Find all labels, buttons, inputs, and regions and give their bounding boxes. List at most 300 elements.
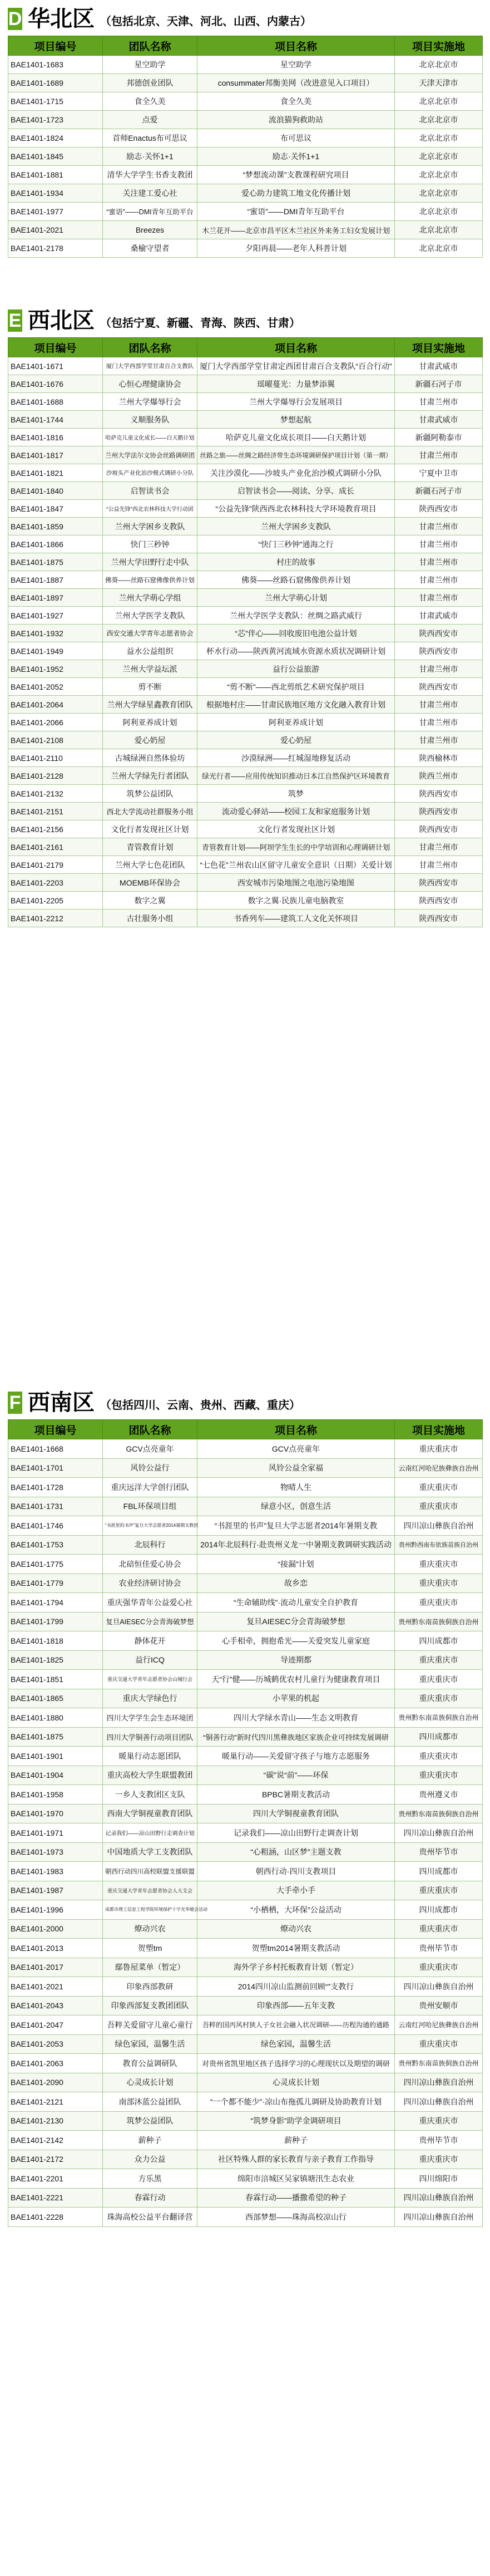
project-place-cell: 甘肃武威市 xyxy=(395,411,483,429)
table-row xyxy=(8,1612,483,1631)
project-code-cell: BAE1401-2151 xyxy=(8,803,103,820)
table-row xyxy=(8,148,483,166)
project-code-cell: BAE1401-1728 xyxy=(8,1478,103,1497)
table-row xyxy=(8,482,483,500)
project-code-cell: BAE1401-1775 xyxy=(8,1555,103,1574)
project-place-cell: 新疆石河子市 xyxy=(395,482,483,500)
table-row xyxy=(8,535,483,553)
region-subtitle: （包括宁夏、新疆、青海、陕西、甘肃） xyxy=(100,317,300,330)
header-place: 项目实施地 xyxy=(395,1420,483,1439)
project-code-cell: BAE1401-1996 xyxy=(8,1900,103,1920)
project-place-cell: 重庆重庆市 xyxy=(395,1555,483,1574)
project-place-cell: 四川成都市 xyxy=(395,1727,483,1747)
project-code-cell: BAE1401-1671 xyxy=(8,357,103,375)
team-name-cell: 兰州大学绿星鑫教育团队 xyxy=(103,696,197,714)
region-north-china xyxy=(8,8,482,258)
project-code-cell: BAE1401-1821 xyxy=(8,464,103,482)
project-place-cell: 贵州黔东南苗族侗族自治州 xyxy=(395,1612,483,1631)
project-place-cell: 甘肃武威市 xyxy=(395,607,483,625)
table-row xyxy=(8,803,483,820)
project-place-cell: 甘肃兰州市 xyxy=(395,731,483,749)
project-name-cell: 布可思议 xyxy=(197,129,395,148)
project-name-cell: 兰州大学困乡支教队 xyxy=(197,518,395,535)
project-place-cell: 甘肃兰州市 xyxy=(395,518,483,535)
project-name-cell: 春霖行动——播撒希望的种子 xyxy=(197,2188,395,2208)
table-row xyxy=(8,500,483,518)
project-code-cell: BAE1401-1845 xyxy=(8,148,103,166)
project-code-cell: BAE1401-1701 xyxy=(8,1458,103,1478)
project-code-cell: BAE1401-1825 xyxy=(8,1650,103,1670)
table-row xyxy=(8,129,483,148)
project-code-cell: BAE1401-1875 xyxy=(8,1727,103,1747)
project-name-cell: 夕阳再晨——老年人科普计划 xyxy=(197,239,395,258)
team-name-cell: 珠海高校公益平台翻译营 xyxy=(103,2208,197,2227)
header-code: 项目编号 xyxy=(8,36,103,56)
project-place-cell: 贵州毕节市 xyxy=(395,1842,483,1862)
project-place-cell: 贵州黔西南布依族苗族自治州 xyxy=(395,1535,483,1555)
project-name-cell: 兰州大学医学支教队：丝绸之路武威行 xyxy=(197,607,395,625)
table-row xyxy=(8,856,483,874)
project-place-cell: 四川凉山彝族自治州 xyxy=(395,2188,483,2208)
project-place-cell: 北京北京市 xyxy=(395,203,483,221)
project-table xyxy=(8,1419,483,2227)
project-name-cell: “一个都不能少”·凉山布拖孤儿调研及协助教育计划 xyxy=(197,2092,395,2112)
project-name-cell: 瑶曜蔓光：力量梦添翼 xyxy=(197,375,395,393)
table-row xyxy=(8,571,483,589)
project-code-cell: BAE1401-2017 xyxy=(8,1958,103,1977)
region-title xyxy=(8,1392,482,1414)
project-code-cell: BAE1401-2128 xyxy=(8,767,103,785)
project-name-cell: 2014年北辰科行·赴贵州义龙一中暑期支教调研实践活动 xyxy=(197,1535,395,1555)
project-name-cell: 兰州大学萌心计划 xyxy=(197,589,395,607)
team-name-cell: 数字之翼 xyxy=(103,892,197,910)
team-name-cell: 朝西行动四川高校联盟支援联盟 xyxy=(103,1862,197,1881)
project-place-cell: 甘肃兰州市 xyxy=(395,393,483,411)
project-code-cell: BAE1401-1668 xyxy=(8,1439,103,1459)
table-row xyxy=(8,518,483,535)
table-row xyxy=(8,1881,483,1900)
project-place-cell: 重庆重庆市 xyxy=(395,1478,483,1497)
table-row xyxy=(8,1977,483,1997)
team-name-cell: 重庆交通大学青年志愿者协会山城行会 xyxy=(103,1670,197,1689)
table-row xyxy=(8,714,483,731)
project-place-cell: 贵州黔东南苗族侗族自治州 xyxy=(395,1804,483,1823)
project-code-cell: BAE1401-1927 xyxy=(8,607,103,625)
table-row xyxy=(8,642,483,660)
table-row xyxy=(8,678,483,696)
team-name-cell: 沙坡头产业化治沙模式调研小分队 xyxy=(103,464,197,482)
table-header-row xyxy=(8,338,483,357)
project-code-cell: BAE1401-1865 xyxy=(8,1689,103,1708)
header-project: 项目名称 xyxy=(197,36,395,56)
team-name-cell: 兰州大学医学支教队 xyxy=(103,607,197,625)
project-place-cell: 陕西西安市 xyxy=(395,892,483,910)
team-name-cell: 一乡人支教团区支队 xyxy=(103,1785,197,1805)
table-row xyxy=(8,1919,483,1939)
project-code-cell: BAE1401-1683 xyxy=(8,56,103,74)
project-place-cell: 四川成都市 xyxy=(395,1862,483,1881)
project-name-cell: 书香列车——建筑工人文化关怀项目 xyxy=(197,910,395,927)
team-name-cell: 义顺服务队 xyxy=(103,411,197,429)
project-code-cell: BAE1401-1818 xyxy=(8,1631,103,1651)
team-name-cell: 方乐黑 xyxy=(103,2169,197,2189)
team-name-cell: 兰州大学爆辱行会 xyxy=(103,393,197,411)
project-code-cell: BAE1401-1847 xyxy=(8,500,103,518)
project-name-cell: 流动爱心驿站——校园工友和家庭服务计划 xyxy=(197,803,395,820)
table-row xyxy=(8,1842,483,1862)
project-name-cell: “小栖栖，大环保”公益活动 xyxy=(197,1900,395,1920)
team-name-cell: 首师Enactus布可思议 xyxy=(103,129,197,148)
table-row xyxy=(8,1747,483,1766)
project-place-cell: 四川成都市 xyxy=(395,1900,483,1920)
project-place-cell: 重庆重庆市 xyxy=(395,1670,483,1689)
table-row xyxy=(8,239,483,258)
team-name-cell: 心灵成长计划 xyxy=(103,2073,197,2092)
project-name-cell: 记录我们——凉山田野行走调查计划 xyxy=(197,1823,395,1843)
project-code-cell: BAE1401-1904 xyxy=(8,1766,103,1785)
project-place-cell: 四川凉山彝族自治州 xyxy=(395,2073,483,2092)
table-row xyxy=(8,2111,483,2131)
table-row xyxy=(8,1593,483,1613)
team-name-cell: 兰州大学法尔文协会丝路调研团 xyxy=(103,446,197,464)
project-code-cell: BAE1401-1794 xyxy=(8,1593,103,1613)
table-row xyxy=(8,184,483,203)
project-code-cell: BAE1401-2142 xyxy=(8,2131,103,2150)
project-name-cell: 小苹果的机起 xyxy=(197,1689,395,1708)
region-subtitle: （包括四川、云南、贵州、西藏、重庆） xyxy=(100,1399,300,1412)
region-subtitle: （包括北京、天津、河北、山西、内蒙古） xyxy=(100,16,311,28)
project-code-cell: BAE1401-2053 xyxy=(8,2034,103,2054)
project-code-cell: BAE1401-2013 xyxy=(8,1939,103,1958)
table-row xyxy=(8,446,483,464)
project-place-cell: 北京北京市 xyxy=(395,239,483,258)
team-name-cell: 春霖行动 xyxy=(103,2188,197,2208)
project-name-cell: 天“行”健——历城鹤优农村儿童行为健康教育项目 xyxy=(197,1670,395,1689)
table-header-row xyxy=(8,36,483,56)
team-name-cell: 筑梦公益团队 xyxy=(103,2111,197,2131)
table-row xyxy=(8,607,483,625)
team-name-cell: 四川大学铜善行动项目团队 xyxy=(103,1727,197,1747)
project-name-cell: 风铃公益全家福 xyxy=(197,1458,395,1478)
team-name-cell: 兰州大学萌心学组 xyxy=(103,589,197,607)
project-code-cell: BAE1401-1859 xyxy=(8,518,103,535)
table-row xyxy=(8,1727,483,1747)
project-name-cell: 木兰花开——北京市昌平区木兰社区外来务工妇女发展计划 xyxy=(197,221,395,239)
project-name-cell: 梦想起航 xyxy=(197,411,395,429)
table-row xyxy=(8,1900,483,1920)
team-name-cell: FBL环保项目组 xyxy=(103,1497,197,1516)
team-name-cell: 农业经济研讨协会 xyxy=(103,1574,197,1593)
project-place-cell: 甘肃兰州市 xyxy=(395,535,483,553)
team-name-cell: 西北大学流动社群服务小组 xyxy=(103,803,197,820)
table-row xyxy=(8,731,483,749)
team-name-cell: 桑榆守望者 xyxy=(103,239,197,258)
team-name-cell: 启智读书会 xyxy=(103,482,197,500)
project-code-cell: BAE1401-2203 xyxy=(8,874,103,892)
project-code-cell: BAE1401-1731 xyxy=(8,1497,103,1516)
project-code-cell: BAE1401-1897 xyxy=(8,589,103,607)
project-code-cell: BAE1401-1952 xyxy=(8,660,103,678)
team-name-cell: 教育公益调研队 xyxy=(103,2054,197,2073)
team-name-cell: 众力公益 xyxy=(103,2150,197,2169)
project-name-cell: consummater邦衡美网（改进意见入口项目） xyxy=(197,74,395,92)
team-name-cell: 佛葵——丝路石窟佛像供养计划 xyxy=(103,571,197,589)
team-name-cell: 西南大学铜视童教育团队 xyxy=(103,1804,197,1823)
project-place-cell: 重庆重庆市 xyxy=(395,1881,483,1900)
project-place-cell: 北京北京市 xyxy=(395,129,483,148)
team-name-cell: 古壮服务小组 xyxy=(103,910,197,927)
project-name-cell: 暖巢行动——关爱留守孩子与地方志愿服务 xyxy=(197,1747,395,1766)
team-name-cell: 绿色家园，温馨生活 xyxy=(103,2034,197,2054)
project-code-cell: BAE1401-1723 xyxy=(8,111,103,129)
table-row xyxy=(8,464,483,482)
project-place-cell: 甘肃兰州市 xyxy=(395,446,483,464)
team-name-cell: 励志·关怀1+1 xyxy=(103,148,197,166)
project-code-cell: BAE1401-2064 xyxy=(8,696,103,714)
team-name-cell: 兰州大学益坛派 xyxy=(103,660,197,678)
project-place-cell: 陕西西安市 xyxy=(395,910,483,927)
team-name-cell: 青管教育计划 xyxy=(103,838,197,856)
project-code-cell: BAE1401-1851 xyxy=(8,1670,103,1689)
project-name-cell: 励志·关怀1+1 xyxy=(197,148,395,166)
project-code-cell: BAE1401-2121 xyxy=(8,2092,103,2112)
project-name-cell: “碳”说“前”——环保 xyxy=(197,1766,395,1785)
project-place-cell: 宁夏中卫市 xyxy=(395,464,483,482)
project-name-cell: 关注沙漠化——沙坡头产业化治沙模式调研小分队 xyxy=(197,464,395,482)
project-place-cell: 甘肃兰州市 xyxy=(395,660,483,678)
header-place: 项目实施地 xyxy=(395,36,483,56)
team-name-cell: 重庆远洋大学创行团队 xyxy=(103,1478,197,1497)
project-code-cell: BAE1401-1746 xyxy=(8,1516,103,1536)
project-code-cell: BAE1401-1971 xyxy=(8,1823,103,1843)
project-name-cell: 心灵成长计划 xyxy=(197,2073,395,2092)
region-name: 西南区 xyxy=(28,1390,95,1415)
project-name-cell: “铜善行动”新时代四川黑彝族地区家族企业可持续发展调研 xyxy=(197,1727,395,1747)
project-place-cell: 重庆重庆市 xyxy=(395,1689,483,1708)
project-code-cell: BAE1401-2063 xyxy=(8,2054,103,2073)
project-place-cell: 甘肃兰州市 xyxy=(395,714,483,731)
project-code-cell: BAE1401-2052 xyxy=(8,678,103,696)
project-code-cell: BAE1401-2047 xyxy=(8,2015,103,2035)
project-name-cell: “梦想流动课”支教课程研究项目 xyxy=(197,166,395,184)
table-row xyxy=(8,56,483,74)
table-row xyxy=(8,2169,483,2189)
project-name-cell: 绿光行者——应用传统知识推动日本江自然保护区环境教育 xyxy=(197,767,395,785)
project-name-cell: 大手牵小手 xyxy=(197,1881,395,1900)
team-name-cell: 中国地质大学工支教团队 xyxy=(103,1842,197,1862)
project-name-cell: 沙漠绿洲——红城湿地修复活动 xyxy=(197,749,395,767)
table-row xyxy=(8,2131,483,2150)
project-place-cell: 四川凉山彝族自治州 xyxy=(395,1823,483,1843)
table-row xyxy=(8,820,483,838)
project-code-cell: BAE1401-1688 xyxy=(8,393,103,411)
table-row xyxy=(8,1670,483,1689)
team-name-cell: 阿利亚养成计划 xyxy=(103,714,197,731)
project-place-cell: 甘肃兰州市 xyxy=(395,589,483,607)
project-code-cell: BAE1401-2066 xyxy=(8,714,103,731)
project-code-cell: BAE1401-1973 xyxy=(8,1842,103,1862)
table-row xyxy=(8,2208,483,2227)
project-place-cell: 北京北京市 xyxy=(395,56,483,74)
project-place-cell: 四川凉山彝族自治州 xyxy=(395,2208,483,2227)
table-row xyxy=(8,838,483,856)
project-code-cell: BAE1401-1887 xyxy=(8,571,103,589)
table-row xyxy=(8,221,483,239)
project-code-cell: BAE1401-2205 xyxy=(8,892,103,910)
table-row xyxy=(8,2188,483,2208)
project-place-cell: 重庆重庆市 xyxy=(395,2034,483,2054)
project-name-cell: “七色花”兰州农山区留守儿童安全意识（日期）关爱计划 xyxy=(197,856,395,874)
project-place-cell: 甘肃兰州市 xyxy=(395,696,483,714)
table-row xyxy=(8,74,483,92)
project-name-cell: 西安城市污染地图之电池污染地图 xyxy=(197,874,395,892)
project-place-cell: 陕西西安市 xyxy=(395,803,483,820)
project-code-cell: BAE1401-1753 xyxy=(8,1535,103,1555)
table-row xyxy=(8,357,483,375)
header-code: 项目编号 xyxy=(8,338,103,357)
team-name-cell: 风铃公益行 xyxy=(103,1458,197,1478)
table-row xyxy=(8,1458,483,1478)
team-name-cell: 四川大学学生会生态环境团 xyxy=(103,1708,197,1728)
project-place-cell: 重庆重庆市 xyxy=(395,1574,483,1593)
table-row xyxy=(8,1996,483,2015)
project-place-cell: 甘肃兰州市 xyxy=(395,571,483,589)
team-name-cell: 静体花开 xyxy=(103,1631,197,1651)
project-table xyxy=(8,36,483,258)
team-name-cell: Breezes xyxy=(103,221,197,239)
table-row xyxy=(8,1939,483,1958)
project-name-cell: 食全久美 xyxy=(197,92,395,111)
team-name-cell: 邦德创业团队 xyxy=(103,74,197,92)
project-code-cell: BAE1401-1715 xyxy=(8,92,103,111)
team-name-cell: 益水公益组织 xyxy=(103,642,197,660)
table-row xyxy=(8,696,483,714)
header-team: 团队名称 xyxy=(103,36,197,56)
project-code-cell: BAE1401-2000 xyxy=(8,1919,103,1939)
table-row xyxy=(8,375,483,393)
project-code-cell: BAE1401-1901 xyxy=(8,1747,103,1766)
project-name-cell: 流浪猫狗救助站 xyxy=(197,111,395,129)
team-name-cell: 燎动兴农 xyxy=(103,1919,197,1939)
project-place-cell: 重庆重庆市 xyxy=(395,1958,483,1977)
table-row xyxy=(8,111,483,129)
project-name-cell: 爱心奶屋 xyxy=(197,731,395,749)
project-place-cell: 陕西西安市 xyxy=(395,642,483,660)
team-name-cell: 兰州大学七色花团队 xyxy=(103,856,197,874)
team-name-cell: 古城绿洲自然体验坊 xyxy=(103,749,197,767)
project-place-cell: 北京北京市 xyxy=(395,184,483,203)
header-place: 项目实施地 xyxy=(395,338,483,357)
project-name-cell: 燎动兴农 xyxy=(197,1919,395,1939)
project-name-cell: 心手相牵，拥抱希光——关爱突发儿童家庭 xyxy=(197,1631,395,1651)
team-name-cell: 益行ICQ xyxy=(103,1650,197,1670)
table-row xyxy=(8,92,483,111)
table-row xyxy=(8,749,483,767)
project-code-cell: BAE1401-2043 xyxy=(8,1996,103,2015)
project-name-cell: 哈萨克儿童文化成长项目——白天鹅计划 xyxy=(197,429,395,446)
project-code-cell: BAE1401-1987 xyxy=(8,1881,103,1900)
project-code-cell: BAE1401-1824 xyxy=(8,129,103,148)
table-row xyxy=(8,910,483,927)
project-name-cell: 导迹期都 xyxy=(197,1650,395,1670)
team-name-cell: 厦门大学西部学堂甘肃百合支教队 xyxy=(103,357,197,375)
project-place-cell: 甘肃武威市 xyxy=(395,357,483,375)
table-row xyxy=(8,589,483,607)
project-code-cell: BAE1401-2090 xyxy=(8,2073,103,2092)
table-row xyxy=(8,1497,483,1516)
project-place-cell: 新疆阿勒泰市 xyxy=(395,429,483,446)
project-name-cell: 绵阳市涪城区吴家镇塘汛生态农业 xyxy=(197,2169,395,2189)
project-code-cell: BAE1401-1983 xyxy=(8,1862,103,1881)
team-name-cell: 重庆交通大学青年志愿者协会人大支会 xyxy=(103,1881,197,1900)
team-name-cell: 快门三秒钟 xyxy=(103,535,197,553)
region-letter: D xyxy=(8,8,22,30)
project-code-cell: BAE1401-2132 xyxy=(8,785,103,803)
project-place-cell: 贵州黔东南苗族侗族自治州 xyxy=(395,1708,483,1728)
project-name-cell: “心粗涵，山区梦”主题支教 xyxy=(197,1842,395,1862)
project-place-cell: 贵州毕节市 xyxy=(395,2131,483,2150)
team-name-cell: 重庆大学绿色行 xyxy=(103,1689,197,1708)
team-name-cell: 关注建工爱心社 xyxy=(103,184,197,203)
project-place-cell: 陕西西安市 xyxy=(395,678,483,696)
project-name-cell: 兰州大学爆辱行会发展项目 xyxy=(197,393,395,411)
project-place-cell: 贵州黔东南苗族侗族自治州 xyxy=(395,2054,483,2073)
project-name-cell: 佛葵——丝路石窟佛像供养计划 xyxy=(197,571,395,589)
table-row xyxy=(8,2054,483,2073)
table-row xyxy=(8,203,483,221)
project-place-cell: 天津天津市 xyxy=(395,74,483,92)
team-name-cell: 重庆高校大学生联盟教团 xyxy=(103,1766,197,1785)
project-code-cell: BAE1401-2021 xyxy=(8,1977,103,1997)
table-row xyxy=(8,1516,483,1536)
header-project: 项目名称 xyxy=(197,338,395,357)
project-name-cell: 故乡恋 xyxy=(197,1574,395,1593)
project-name-cell: “筑梦身影”助学金调研项目 xyxy=(197,2111,395,2131)
project-code-cell: BAE1401-1949 xyxy=(8,642,103,660)
project-name-cell: 绿意小区，创意生活 xyxy=(197,1497,395,1516)
table-row xyxy=(8,1574,483,1593)
project-code-cell: BAE1401-2172 xyxy=(8,2150,103,2169)
project-code-cell: BAE1401-1779 xyxy=(8,1574,103,1593)
project-place-cell: 陕西西安市 xyxy=(395,874,483,892)
project-name-cell: 复旦AIESEC分会青海破梦想 xyxy=(197,1612,395,1631)
team-name-cell: 北碚恒佳爱心协会 xyxy=(103,1555,197,1574)
project-place-cell: 重庆重庆市 xyxy=(395,1766,483,1785)
project-place-cell: 北京北京市 xyxy=(395,92,483,111)
project-code-cell: BAE1401-1817 xyxy=(8,446,103,464)
project-name-cell: 四川大学绿水青山——生态文明教育 xyxy=(197,1708,395,1728)
project-name-cell: 阿利亚养成计划 xyxy=(197,714,395,731)
project-place-cell: 四川凉山彝族自治州 xyxy=(395,1977,483,1997)
table-row xyxy=(8,2015,483,2035)
table-row xyxy=(8,2092,483,2112)
region-letter: E xyxy=(8,310,22,331)
project-name-cell: 印象西部——五年支教 xyxy=(197,1996,395,2015)
project-code-cell: BAE1401-1866 xyxy=(8,535,103,553)
project-place-cell: 四川绵阳市 xyxy=(395,2169,483,2189)
table-row xyxy=(8,2034,483,2054)
table-row xyxy=(8,1708,483,1728)
region-southwest xyxy=(8,1392,482,2227)
team-name-cell: 剪不断 xyxy=(103,678,197,696)
table-row xyxy=(8,166,483,184)
team-name-cell: 薪种子 xyxy=(103,2131,197,2150)
table-row xyxy=(8,1689,483,1708)
team-name-cell: 复旦AIESEC分会青海破梦想 xyxy=(103,1612,197,1631)
project-name-cell: “接漏”计划 xyxy=(197,1555,395,1574)
project-name-cell: 星空助学 xyxy=(197,56,395,74)
project-name-cell: “书涯里的书声”复旦大学志愿者2014年暑期支教 xyxy=(197,1516,395,1536)
